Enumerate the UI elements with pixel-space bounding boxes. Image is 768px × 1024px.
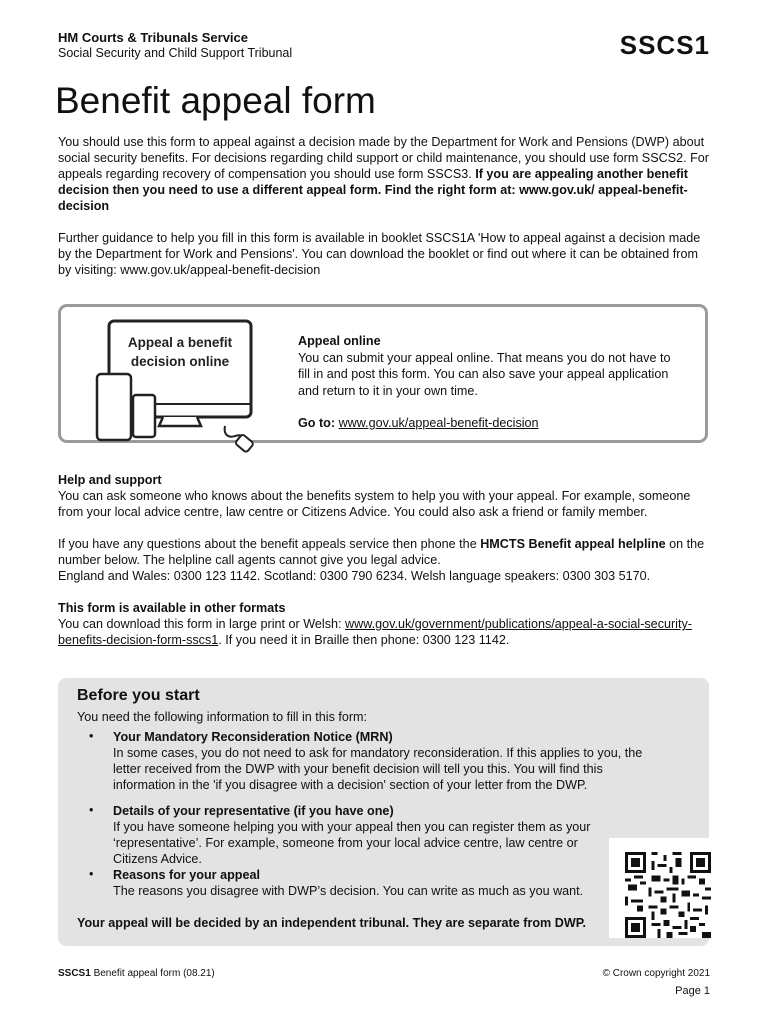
appeal-online-text	[298, 333, 678, 432]
formats-section	[58, 600, 710, 648]
before-item-heading: Details of your representative (if you have one)	[113, 804, 394, 818]
footer-copyright: © Crown copyright 2021	[602, 968, 710, 979]
before-footer: Your appeal will be decided by an independent tribunal. They are separate from DWP.	[77, 916, 586, 930]
devices-illustration	[95, 318, 270, 458]
intro-paragraph-2: Further guidance to help you fill in this form is available in booklet SSCS1A 'How to appeal against a decision made by the Department for Work and Pensions'. You can download the booklet or find out where it can be obtained from by visiting: www.gov.uk/appeal-benefit-decision	[58, 231, 701, 277]
before-item-text: If you have someone helping you with your appeal then you can register them as your ‘representative’. For example, someone from your local advice centre, law centre or Citizens Advice.	[113, 820, 591, 866]
page-number: Page 1	[675, 985, 710, 997]
before-item-mrn	[113, 729, 643, 793]
appeal-online-link[interactable]: www.gov.uk/appeal-benefit-decision	[338, 416, 539, 430]
footer-form-code: SSCS1	[58, 968, 91, 979]
before-item-representative	[113, 803, 593, 867]
help-section	[58, 472, 710, 584]
formats-post: . If you need it in Braille then phone: 0300 123 1142.	[218, 633, 510, 647]
tribunal-name: Social Security and Child Support Tribunal	[58, 46, 293, 60]
goto-label: Go to:	[298, 416, 339, 430]
formats-pre: You can download this form in large print or Welsh:	[58, 617, 346, 631]
help-p1: You can ask someone who knows about the benefits system to help you with your appeal. For example, someone from your local advice centre, law centre or Citizens Advice. You could also ask a friend or family member.	[58, 489, 691, 519]
appeal-online-heading: Appeal online	[298, 334, 381, 348]
mouse-icon	[235, 434, 254, 453]
before-item-heading: Your Mandatory Reconsideration Notice (MRN)	[113, 730, 393, 744]
formats-text	[58, 616, 710, 648]
formats-heading: This form is available in other formats	[58, 601, 286, 615]
intro-paragraph-1	[58, 134, 710, 214]
helpline-name: HMCTS Benefit appeal helpline	[480, 537, 666, 551]
help-p2-post: on the number below. The helpline call agents cannot give you legal advice.	[58, 537, 705, 567]
form-code: SSCS1	[619, 30, 710, 60]
qr-code-area	[609, 838, 709, 938]
bullet-marker: •	[89, 867, 94, 881]
helpline-phones: England and Wales: 0300 123 1142. Scotland: 0300 790 6234. Welsh language speakers: 0300 303 5170.	[58, 569, 651, 583]
before-item-reasons	[113, 867, 593, 899]
before-intro: You need the following information to fill in this form:	[77, 710, 368, 724]
appeal-online-body: You can submit your appeal online. That means you do not have to fill in and post this form. You can also save your appeal application and return to it in your own time.	[298, 350, 671, 398]
footer-form-name: Benefit appeal form (08.21)	[90, 968, 215, 979]
help-p2	[58, 536, 710, 568]
help-p2-pre: If you have any questions about the benefit appeals service then phone the	[58, 537, 481, 551]
page-title: Benefit appeal form	[55, 80, 376, 121]
org-name: HM Courts & Tribunals Service	[58, 30, 248, 45]
before-item-heading: Reasons for your appeal	[113, 868, 260, 882]
footer-form-label	[58, 968, 215, 979]
tablet-icon	[97, 374, 131, 440]
before-item-text: The reasons you disagree with DWP’s decision. You can write as much as you want.	[113, 884, 584, 898]
phone-icon	[133, 395, 155, 437]
graphic-caption: Appeal a benefit decision online	[127, 335, 233, 369]
intro-p1-bold: If you are appealing another benefit decision then you need to use a different appeal form. Find the right form at: www.gov.uk/ appeal-benefit-decision	[58, 167, 688, 213]
before-title: Before you start	[77, 687, 200, 704]
intro-p1-text: You should use this form to appeal against a decision made by the Department for Work and Pensions (DWP) about social security benefits. For decisions regarding child support or child maintenance, you should use form SSCS2. For appeals regarding recovery of compensation you should use form SSCS3.	[58, 135, 709, 181]
help-heading: Help and support	[58, 473, 162, 487]
goto-line	[298, 415, 678, 432]
bullet-marker: •	[89, 729, 94, 743]
before-item-text: In some cases, you do not need to ask for mandatory reconsideration. If this applies to you, the letter received from the DWP with your benefit decision will tell you this. You will find this information in the 'if you disagree with a decision' section of your letter from the DWP.	[113, 746, 643, 792]
formats-link[interactable]: www.gov.uk/government/publications/appeal-a-social-security-benefits-decision-form-sscs1	[58, 617, 692, 647]
bullet-marker: •	[89, 803, 94, 817]
qr-code-icon	[625, 852, 711, 938]
